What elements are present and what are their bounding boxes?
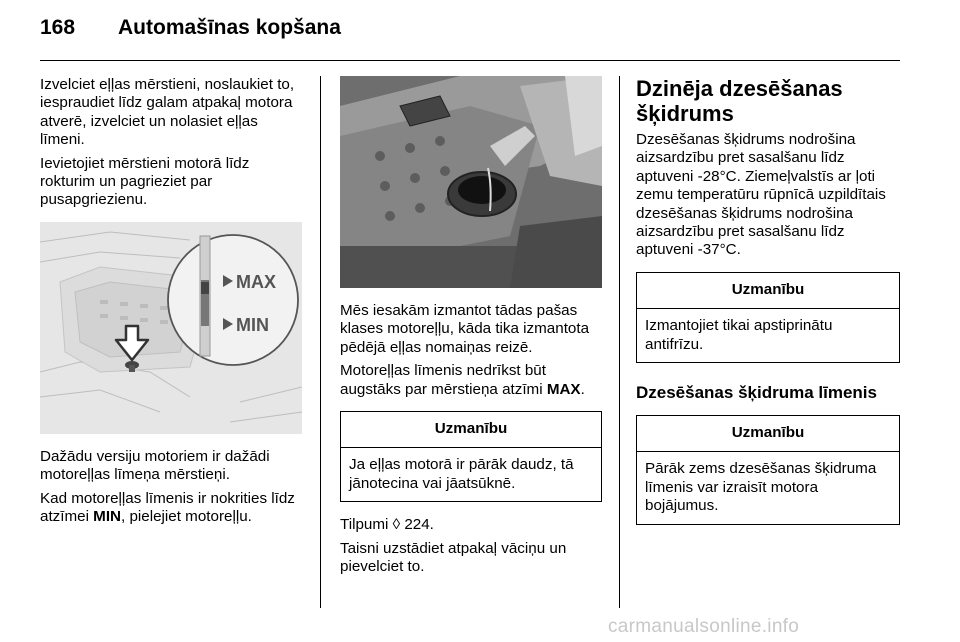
- caution-text: Pārāk zems dzesēšanas šķidruma līmenis var izraisīt motora bojājumus.: [645, 460, 877, 515]
- column-divider-2: [619, 76, 620, 608]
- engine-dipstick-drawing: [40, 222, 302, 434]
- column-3: [636, 76, 900, 539]
- column-1: [40, 76, 302, 531]
- page-header: [40, 16, 341, 40]
- section-heading: Dzinēja dzesēšanas šķidrums: [636, 76, 843, 126]
- paragraph: [340, 362, 602, 399]
- page-reference-icon: ◊: [392, 516, 401, 534]
- paragraph: Izvelciet eļļas mērstieni, noslaukiet to, iespraudiet līdz galam atpakaļ motora atverē, izvelciet un nolasiet eļļas līmeni.: [40, 76, 295, 149]
- dipstick-illustration: [40, 222, 302, 434]
- text: .: [580, 380, 585, 398]
- caution-box: [636, 272, 900, 363]
- caution-title: Uzmanību: [341, 412, 601, 448]
- caution-box: [636, 415, 900, 525]
- paragraph: Ievietojiet mērstieni motorā līdz rokturim un pagrieziet par pusapgriezienu.: [40, 154, 250, 209]
- text: Kad motoreļļas līmenis ir nokrities līdz atzīmei: [40, 489, 295, 526]
- subsection-heading: Dzesēšanas šķidruma līmenis: [636, 383, 877, 403]
- paragraph: Dažādu versiju motoriem ir dažādi motoreļļas līmeņa mērstieņi.: [40, 447, 270, 484]
- page-number: 168: [40, 16, 76, 39]
- max-mark-label: MAX: [236, 271, 276, 292]
- caution-title: Uzmanību: [637, 273, 899, 309]
- paragraph: Taisni uzstādiet atpakaļ vāciņu un pievelciet to.: [340, 539, 567, 576]
- paragraph: Dzesēšanas šķidrums nodrošina aizsardzību pret sasalšanu līdz aptuveni -28°C. Ziemeļvalstīs ar ļoti zemu temperatūru rūpnīcā uzpildītais dzesēšanas šķidrums nodrošina aizsardzību pret sasalšanu līdz aptuveni -37°C.: [636, 131, 886, 259]
- text: Tilpumi: [340, 516, 393, 534]
- min-term: MIN: [93, 508, 122, 526]
- text: Motoreļļas līmenis nedrīkst būt augstāks par mērstieņa atzīmi: [340, 362, 547, 398]
- caution-title: Uzmanību: [637, 416, 899, 452]
- page-title: Automašīnas kopšana: [118, 16, 341, 39]
- caution-text: Ja eļļas motorā ir pārāk daudz, tā jānotecina vai jāatsūknē.: [349, 456, 574, 492]
- paragraph: [40, 490, 302, 527]
- paragraph: Mēs iesakām izmantot tādas pašas klases motoreļļu, kāda tika izmantota pēdējā eļļas nomaiņas reizē.: [340, 302, 590, 356]
- caution-box: [340, 411, 602, 502]
- min-mark-label: MIN: [236, 314, 269, 335]
- caution-text: Izmantojiet tikai apstiprinātu antifrīzu.: [645, 317, 833, 353]
- watermark: carmanualsonline.info: [608, 616, 800, 637]
- oil-filling-photo: [340, 76, 602, 288]
- oil-filling-drawing: [340, 76, 602, 288]
- column-2: [340, 76, 602, 581]
- text: , pielejiet motoreļļu.: [121, 508, 252, 526]
- header-rule: [40, 60, 900, 61]
- reference-page: 224.: [400, 516, 434, 534]
- column-divider-1: [320, 76, 321, 608]
- cross-reference: [340, 516, 602, 534]
- max-term: MAX: [546, 380, 581, 398]
